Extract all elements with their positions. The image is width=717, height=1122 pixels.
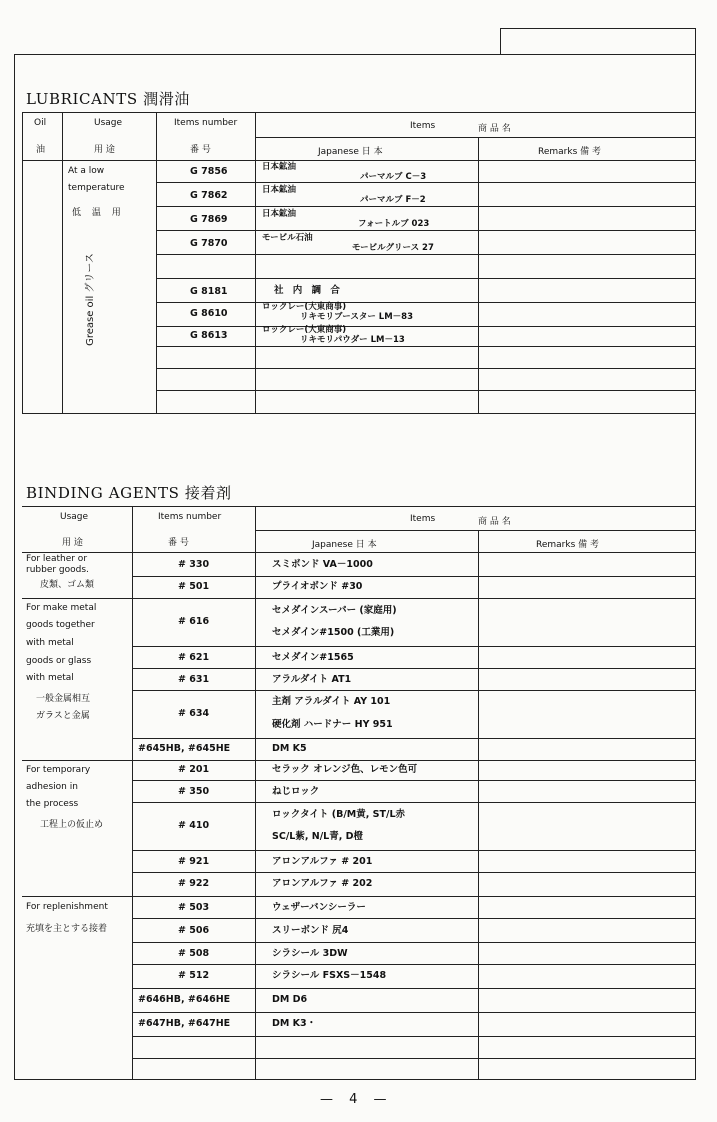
bind-item-number: # 501: [178, 581, 210, 592]
bind-item-number: # 631: [178, 674, 210, 685]
bind-item-name: ロックタイト (B/M黄, ST/L赤: [272, 809, 406, 820]
usage-line: 一般金属相互: [36, 694, 91, 704]
usage-line: ガラスと金属: [36, 711, 90, 721]
usage-line: 皮類、ゴム類: [40, 580, 95, 590]
header-items-jp: 商 品 名: [478, 124, 511, 134]
header-items-number-en: Items number: [174, 118, 238, 128]
bind-item-name: プライオボンド #30: [272, 581, 363, 592]
usage-line: with metal: [26, 673, 74, 683]
header-items-jp: 商 品 名: [478, 517, 511, 527]
bind-item-name: ねじロック: [272, 786, 320, 797]
bind-item-name: アロンアルファ # 201: [272, 856, 373, 867]
lub-item-product: パーマルブ C－3: [360, 172, 427, 182]
lub-item-product: リキモリブースター LM－83: [300, 312, 413, 322]
lub-item-product: パーマルブ F－2: [360, 195, 426, 205]
bind-item-name: DM D6: [272, 994, 308, 1005]
lub-item-number: G 7862: [190, 190, 228, 201]
bind-item-number: # 616: [178, 616, 210, 627]
bind-item-number: # 921: [178, 856, 210, 867]
usage-line: For replenishment: [26, 902, 108, 912]
bind-item-number: # 922: [178, 878, 210, 889]
bind-item-number: #645HB, #645HE: [138, 743, 231, 754]
bind-item-number: #647HB, #647HE: [138, 1018, 231, 1029]
bind-item-number: # 201: [178, 764, 210, 775]
header-japanese: Japanese 日 本: [318, 147, 383, 157]
lub-item-maker: ロックレー(大東商事): [262, 302, 347, 312]
bind-item-name: シラシール 3DW: [272, 948, 348, 959]
header-items-number-jp: 番 号: [190, 145, 211, 155]
usage-line: with metal: [26, 638, 74, 648]
lub-usage-line: At a low: [68, 166, 105, 176]
bind-item-number: # 634: [178, 708, 210, 719]
bind-item-name: アロンアルファ # 202: [272, 878, 373, 889]
header-usage-en: Usage: [60, 512, 89, 522]
header-items-en: Items: [410, 121, 436, 131]
lub-item-maker: モービル石油: [262, 233, 313, 243]
usage-line: adhesion in: [26, 782, 78, 792]
bind-item-name: 主剤 アラルダイト AY 101: [272, 696, 391, 707]
usage-line: the process: [26, 799, 79, 809]
corner-tab: [500, 28, 696, 55]
lub-item-number: G 7870: [190, 238, 228, 249]
bind-item-name: アラルダイト AT1: [272, 674, 352, 685]
bind-item-name: DM K3・: [272, 1018, 317, 1029]
header-usage-jp: 用 途: [62, 538, 83, 548]
usage-line: goods or glass: [26, 656, 92, 666]
lub-item-number: G 8610: [190, 308, 228, 319]
lub-item-maker: ロックレー(大東商事): [262, 325, 347, 335]
header-items-number-en: Items number: [158, 512, 222, 522]
bind-item-number: # 508: [178, 948, 210, 959]
bind-item-number: # 410: [178, 820, 210, 831]
lubricants-title: LUBRICANTS 潤滑油: [26, 90, 190, 108]
bind-item-number: # 512: [178, 970, 210, 981]
bind-item-name: セラック オレンジ色、レモン色可: [272, 764, 418, 775]
usage-line: For leather or: [26, 554, 88, 564]
header-items-number-jp: 番 号: [168, 538, 189, 548]
lub-item-number: G 8613: [190, 330, 228, 341]
bind-item-number: # 503: [178, 902, 210, 913]
usage-line: 充填を主とする接着: [26, 924, 108, 934]
lub-item-product: モービルグリース 27: [352, 243, 434, 253]
lub-item-product: リキモリパウダー LM－13: [300, 335, 405, 345]
lub-item-number: G 7856: [190, 166, 228, 177]
lub-item-maker: 日本鉱油: [262, 209, 297, 219]
lub-item-number: G 8181: [190, 286, 228, 297]
header-usage-jp: 用 途: [94, 145, 115, 155]
page-number: — 4 —: [320, 1092, 393, 1107]
bind-item-number: # 350: [178, 786, 210, 797]
lub-usage-line: temperature: [68, 183, 125, 193]
bind-item-number: #646HB, #646HE: [138, 994, 231, 1005]
oil-type-label: Grease oil グリース: [84, 253, 96, 346]
binding-title: BINDING AGENTS 接着剤: [26, 484, 232, 502]
header-items-en: Items: [410, 514, 436, 524]
lub-item-maker: 社 内 調 合: [274, 285, 343, 296]
bind-item-name: スミボンド VA－1000: [272, 559, 373, 570]
bind-item-name: DM K5: [272, 743, 307, 754]
header-usage-en: Usage: [94, 118, 123, 128]
usage-line: goods together: [26, 620, 95, 630]
lub-item-product: フォートルブ 023: [358, 219, 430, 229]
lub-item-maker: 日本鉱油: [262, 185, 297, 195]
lub-usage-line: 低 温 用: [72, 208, 125, 218]
lub-item-number: G 7869: [190, 214, 228, 225]
header-remarks: Remarks 備 考: [538, 147, 601, 157]
bind-item-number: # 330: [178, 559, 210, 570]
header-oil-en: Oil: [34, 118, 47, 128]
lub-item-maker: 日本鉱油: [262, 162, 297, 172]
usage-line: rubber goods.: [26, 565, 89, 575]
bind-item-name: ウェザーバンシーラー: [272, 902, 366, 913]
bind-item-name: SC/L紫, N/L青, D橙: [272, 831, 364, 842]
header-remarks: Remarks 備 考: [536, 540, 599, 550]
bind-item-name: 硬化剤 ハードナー HY 951: [272, 719, 393, 730]
usage-line: 工程上の仮止め: [40, 820, 104, 830]
usage-line: For make metal: [26, 603, 97, 613]
bind-item-name: セメダイン#1565: [272, 652, 354, 663]
bind-item-name: シラシール FSXS－1548: [272, 970, 387, 981]
bind-item-number: # 506: [178, 925, 210, 936]
usage-line: For temporary: [26, 765, 91, 775]
bind-item-name: セメダインスーパー (家庭用): [272, 605, 397, 616]
header-oil-jp: 油: [36, 145, 46, 155]
bind-item-name: スリーボンド 尻4: [272, 925, 349, 936]
bind-item-number: # 621: [178, 652, 210, 663]
header-japanese: Japanese 日 本: [312, 540, 377, 550]
bind-item-name: セメダイン#1500 (工業用): [272, 627, 395, 638]
